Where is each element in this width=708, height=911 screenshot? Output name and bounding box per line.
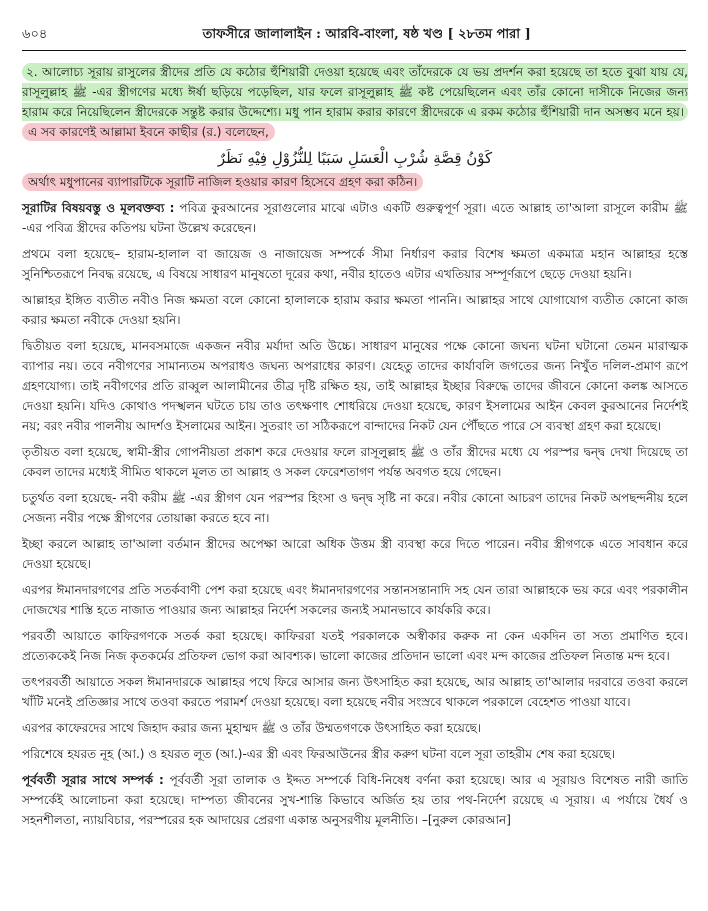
page-title: তাফসীরে জালালাইন : আরবি-বাংলা, ষষ্ঠ খণ্ড [ ২৮তম পারা ]	[202, 26, 531, 42]
body-paragraph: তৎপরবর্তী আয়াতে সকল ঈমানদারকে আল্লাহর পথে ফিরে আসার জন্য উৎসাহিত করা হয়েছে, আর আল্লাহ তা'আলার দরবারে তওবা করলে খাঁটি মনেই প্রতিজ্ঞার সাথে তওবা করতে পরামর্শ দেওয়া হয়েছে। বলা হয়েছে নবীর সংস্রবে থাকলে পরকালে বেহেশত পাওয়া যাবে।	[22, 675, 688, 709]
body-paragraph: পরিশেষে হযরত নূহ (আ.) ও হযরত লূত (আ.)-এর স্ত্রী এবং ফিরআউনের স্ত্রীর করুণ ঘটনা বলে সূরা তাহরীম শেষ করা হয়েছে।	[22, 747, 616, 761]
page-content	[22, 62, 688, 836]
page-number: ৬০৪	[22, 26, 48, 42]
red-highlight: এ সব কারণেই আল্লামা ইবনে কাছীর (র.) বলেছেন,	[22, 123, 275, 141]
relation-heading: পূর্ববর্তী সূরার সাথে সম্পর্ক :	[22, 773, 164, 787]
body-paragraph: চতুর্থত বলা হয়েছে- নবী করীম ﷺ -এর স্ত্রীগণ যেন পরস্পর হিংসা ও দ্বন্দ্ব সৃষ্টি না করে। নবীর কোনো আচরণ তাদের নিকট অপছন্দনীয় হলে সেজন্য নবীর পক্ষে স্ত্রীগণের তোয়াক্কা করতে হবে না।	[22, 491, 688, 525]
section-heading: সূরাটির বিষয়বস্তু ও মূলবক্তব্য :	[22, 201, 175, 215]
green-highlight: ২. আলোচ্য সূরায় রাসুলের স্ত্রীদের প্রতি যে কঠোর হুঁশিয়ারী দেওয়া হয়েছে এবং তাঁদেরকে যে ভয় প্রদর্শন করা হয়েছে তা হতে বুঝা যায় যে, রাসূলুল্লাহ ﷺ -এর স্ত্রীগণের মধ্যে ঈর্ষা ছড়িয়ে পড়েছিল, যার ফলে রাসূলুল্লাহ ﷺ কষ্ট পেয়েছিলেন এবং তাঁর কোনো দাসীকে নিজের জন্য হারাম করে নিয়েছিলেন স্ত্রীদেরকে সন্তুষ্ট করার উদ্দেশ্যে। মধু পান হারাম করার কারণে স্ত্রীদেরকে এ রকম কঠোর হুঁশিয়ারী দান অসম্ভব মনে হয়।	[22, 65, 688, 119]
relation-text: পূর্ববর্তী সূরা তালাক ও ইদ্দত সম্পর্কে বিধি-নিষেধ বর্ণনা করা হয়েছে। আর এ সূরায়ও বিশেষত নারী জাতি সম্পর্কেই আলোচনা করা হয়েছে। দাম্পত্য জীবনের সুখ-শান্তি কিভাবে অর্জিত হয় তার পথ-নির্দেশ রয়েছে এ সূরায়। এ পর্যায়ে ধৈর্য ও সহনশীলতা, ন্যায়বিচার, পরস্পরের হক আদায়ের প্রেরণা একান্ত অনুসরণীয় মূলনীতি। –[নুরুল কোরআন]	[22, 773, 688, 827]
translation-highlight: অর্থাৎ মধুপানের ব্যাপারটিকে সূরাটি নাজিল হওয়ার কারণ হিসেবে গ্রহণ করা কঠিন।	[22, 173, 423, 191]
body-paragraph: পরবর্তী আয়াতে কাফিরগণকে সতর্ক করা হয়েছে। কাফিররা যতই পরকালকে অস্বীকার করুক না কেন একদিন তা সত্য প্রমাণিত হবে। প্রত্যেককেই নিজ নিজ কৃতকর্মের প্রতিফল ভোগ করা আবশ্যক। ভালো কাজের প্রতিদান ভালো এবং মন্দ কাজের প্রতিফল নিতান্ত মন্দ হবে।	[22, 629, 688, 663]
arabic-translation	[22, 172, 688, 192]
body-paragraph: ইচ্ছা করলে আল্লাহ তা'আলা বর্তমান স্ত্রীদের অপেক্ষা আরো অধিক উত্তম স্ত্রী ব্যবস্থা করে দিতে পারেন। নবীর স্ত্রীগণকে এতে সাবধান করে দেওয়া হয়েছে।	[22, 537, 688, 571]
section-intro: পবিত্র কুরআনের সূরাগুলোর মাঝে এটাও একটি গুরুত্বপূর্ণ সূরা। এতে আল্লাহ তা'আলা রাসূলে কারীম ﷺ -এর পবিত্র স্ত্রীদের কতিপয় ঘটনা উল্লেখ করেছেন।	[22, 201, 688, 235]
body-paragraph: তৃতীয়ত বলা হয়েছে, স্বামী-স্ত্রীর গোপনীয়তা প্রকাশ করে দেওয়ার ফলে রাসূলুল্লাহ ﷺ ও তাঁর স্ত্রীদের মধ্যে যে পরস্পর দ্বন্দ্ব দেখা দিয়েছে তা কেবল তাদের মধ্যেই সীমিত থাকলে মূলত তা আল্লাহ ও সকল ফেরেশতাগণ পর্যন্ত অবগত হয়ে গেছেন।	[22, 445, 688, 479]
section-intro-paragraph	[22, 198, 688, 238]
body-paragraph: এরপর কাফেরদের সাথে জিহাদ করার জন্য মুহাম্মদ ﷺ ও তাঁর উম্মতগণকে উৎসাহিত করা হয়েছে।	[22, 721, 482, 735]
arabic-quote: كَوْنُ قِصَّةِ شُرْبِ الْعَسَلِ سَبَبًا لِلنُّزُوْلِ فِيْهِ نَظَرٌ	[217, 149, 493, 167]
body-paragraph: দ্বিতীয়ত বলা হয়েছে, মানবসমাজে একজন নবীর মর্যাদা অতি উচ্চে। সাধারণ মানুষের পক্ষে কোনো জঘন্য ঘটনা ঘটানো তেমন মারাত্মক ব্যাপার নয়। তবে নবীগণের সামান্যতম অপরাধও জঘন্য অপরাধের কারণ। যেহেতু তাদের কার্যাবলি জগতের জন্য নিখুঁত দলিল-প্রমাণ রূপে গ্রহণযোগ্য। তাই নবীগণের প্রতি রাব্বুল আলামীনের তীব্র দৃষ্টি রক্ষিত হয়, তাই আল্লাহর ইচ্ছার বিরুদ্ধে তাদের জীবনে কোনো কলঙ্ক আসতে দেওয়া হয়নি। যদিও কোথাও পদস্খলন ঘটতে চায় তাও তৎক্ষণাৎ শোধরিয়ে দেওয়া হয়েছে, কারণ ইসলামের আইন কেবল কুরআনের নির্দেশই নয়; বরং নবীর পালনীয় আদর্শও ইসলামের আইন। সুতরাং তা সঠিকরূপে বান্দাদের নিকট যেন পৌঁছতে পারে সে ব্যবস্থা গ্রহণ করা হয়েছে।	[22, 339, 688, 433]
intro-paragraph	[22, 62, 688, 142]
body-paragraph: আল্লাহর ইঙ্গিত ব্যতীত নবীও নিজ ক্ষমতা বলে কোনো হালালকে হারাম করার ক্ষমতা পাননি। আল্লাহর সাথে যোগাযোগ ব্যতীত কোনো কাজ করার ক্ষমতা নবীকে দেওয়া হয়নি।	[22, 293, 688, 327]
page-header	[22, 20, 686, 51]
body-paragraph: এরপর ঈমানদারগণের প্রতি সতর্কবাণী পেশ করা হয়েছে এবং ঈমানদারগণের সন্তানসন্তানাদি সহ যেন তারা আল্লাহকে ভয় করে এবং পরকালীন দোজখের শাস্তি হতে নাজাত পাওয়ার জন্য আল্লাহর নির্দেশ সকলের জন্যই সমানভাবে কার্যকরি করে।	[22, 583, 688, 617]
body-paragraph: প্রথমে বলা হয়েছে– হারাম-হালাল বা জায়েজ ও নাজায়েজ সম্পর্কে সীমা নির্ধারণ করার বিশেষ ক্ষমতা একমাত্র মহান আল্লাহর হস্তে সুনিশ্চিতরূপে নিবদ্ধ রয়েছে, এ বিষয়ে সাধারণ মানুষতো দূরের কথা, নবীর হাতেও এটার এখতিয়ার সম্পূর্ণরূপে ছেড়ে দেওয়া হয়নি।	[22, 247, 688, 281]
relation-paragraph	[22, 770, 688, 830]
